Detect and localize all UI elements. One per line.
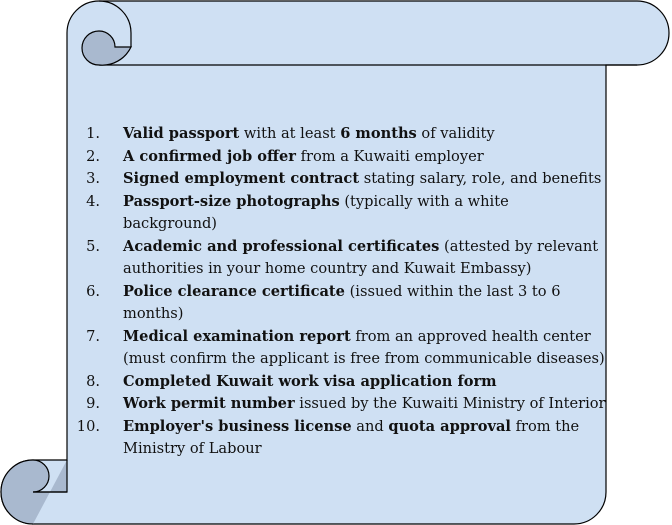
- list-item-number: 5.: [86, 237, 100, 255]
- list-item-plain-text: and: [351, 417, 389, 435]
- list-item: [76, 393, 606, 416]
- list-item-text: [123, 236, 606, 281]
- list-item-number: 6.: [86, 282, 100, 300]
- list-item-bold-text: A confirmed job offer: [123, 147, 296, 165]
- list-item-plain-text: issued by the Kuwaiti Ministry of Interior: [294, 395, 606, 412]
- list-item-text: [123, 123, 606, 146]
- list-item-bold-text: Valid passport: [123, 125, 240, 142]
- list-item-bold-text: Academic and professional certificates: [123, 237, 440, 255]
- list-item-plain-text: stating salary, role, and benefits: [359, 170, 602, 187]
- list-item: [76, 191, 606, 236]
- list-item-text: [123, 191, 606, 236]
- list-item-bold-text: Passport-size photographs: [123, 192, 340, 210]
- list-item-number: 3.: [86, 170, 100, 187]
- list-item-plain-text: (typically with a white background): [123, 192, 509, 232]
- list-item-bold-text: Signed employment contract: [123, 170, 360, 187]
- list-item-plain-text: of validity: [416, 125, 495, 142]
- list-item-text: [123, 393, 606, 416]
- list-item: [76, 371, 606, 394]
- list-item-bold-text: Work permit number: [123, 395, 295, 412]
- list-item-plain-text: from a Kuwaiti employer: [295, 147, 484, 165]
- list-item-text: [123, 146, 606, 169]
- list-item: [76, 123, 606, 146]
- list-item: [76, 146, 606, 169]
- list-item: [76, 281, 606, 326]
- list-item-text: [123, 326, 606, 371]
- list-item-plain-text: (attested by relevant authorities in your home country and Kuwait Embassy): [123, 237, 599, 277]
- list-item-bold-text: Police clearance certificate: [123, 282, 345, 300]
- list-item: [76, 236, 606, 281]
- list-item: [76, 168, 606, 191]
- list-item-text: [123, 281, 606, 326]
- list-item-plain-text: from an approved health center (must confirm the applicant is free from communicable diseases): [123, 327, 605, 367]
- requirements-list: [76, 123, 606, 461]
- list-item-plain-text: from the Ministry of Labour: [123, 417, 580, 457]
- list-item-bold-text: Completed Kuwait work visa application form: [123, 372, 497, 390]
- list-item-number: 10.: [76, 417, 100, 435]
- list-item-text: [123, 168, 606, 191]
- list-item: [76, 326, 606, 371]
- list-item-text: [123, 371, 606, 394]
- list-item-number: 4.: [86, 192, 100, 210]
- list-item-text: [123, 416, 606, 461]
- list-item-plain-text: (issued within the last 3 to 6 months): [123, 282, 561, 322]
- list-item-bold-text: Employer's business license: [123, 417, 352, 435]
- list-item-number: 1.: [86, 125, 100, 142]
- list-item-bold-text: quota approval: [388, 417, 511, 435]
- list-item-bold-text: Medical examination report: [123, 327, 351, 345]
- list-item-number: 7.: [86, 327, 100, 345]
- list-item-number: 9.: [86, 395, 100, 412]
- list-item-bold-text: 6 months: [340, 125, 417, 142]
- list-item-number: 2.: [86, 147, 100, 165]
- list-item: [76, 416, 606, 461]
- list-item-plain-text: with at least: [239, 125, 341, 142]
- list-item-number: 8.: [86, 372, 100, 390]
